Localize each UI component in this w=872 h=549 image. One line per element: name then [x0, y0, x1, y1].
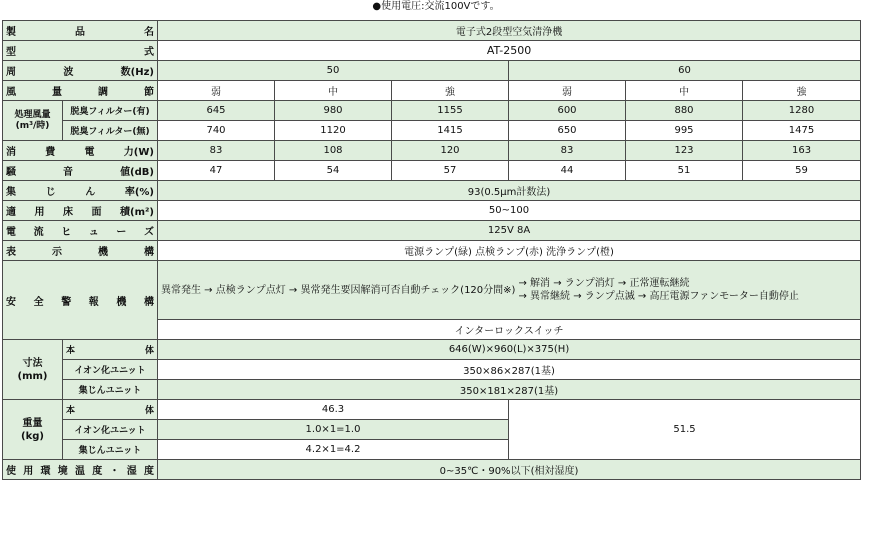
dim-collector-value: 350×181×287(1基) [158, 380, 861, 400]
power-cell: 83 [158, 141, 275, 161]
row-noise [3, 161, 861, 181]
environment-value: 0~35℃・90%以下(相対湿度) [158, 460, 861, 480]
dimensions-label: 寸法 (mm) [3, 340, 63, 400]
weight-label: 重量 (kg) [3, 400, 63, 460]
row-weight-body [3, 400, 861, 420]
airflow-label: 処理風量 (m³/時) [3, 101, 63, 141]
row-safety-flow [3, 261, 861, 320]
safety-branch-continued: → 異常継続 → ランプ点滅 → 高圧電源ファンモーター自動停止 [518, 291, 799, 302]
noise-cell: 47 [158, 161, 275, 181]
row-model [3, 41, 861, 61]
product-name-label: 製 品 名 [3, 21, 158, 41]
power-cell: 120 [392, 141, 509, 161]
row-power [3, 141, 861, 161]
power-label: 消 費 電 力(W) [3, 141, 158, 161]
airflow-cell: 645 [158, 101, 275, 121]
model-label: 型 式 [3, 41, 158, 61]
airflow-cell: 1475 [743, 121, 861, 141]
row-frequency [3, 61, 861, 81]
safety-flow [158, 261, 861, 320]
noise-cell: 54 [275, 161, 392, 181]
row-dim-body [3, 340, 861, 360]
airflow-cell: 1280 [743, 101, 861, 121]
airflow-adjust-cell: 弱 [158, 81, 275, 101]
noise-label: 騒 音 値(dB) [3, 161, 158, 181]
airflow-adjust-cell: 中 [626, 81, 743, 101]
safety-label: 安 全 警 報 機 構 [3, 261, 158, 340]
dust-rate-label: 集 じ ん 率(%) [3, 181, 158, 201]
airflow-sub-without-filter: 脱臭フィルター(無) [63, 121, 158, 141]
airflow-cell: 880 [626, 101, 743, 121]
power-cell: 163 [743, 141, 861, 161]
airflow-cell: 600 [509, 101, 626, 121]
airflow-adjust-cell: 弱 [509, 81, 626, 101]
dim-sub-ion: イオン化ユニット [63, 360, 158, 380]
airflow-adjust-cell: 中 [275, 81, 392, 101]
row-airflow-without-filter [3, 121, 861, 141]
safety-branch-resolved: → 解消 → ランプ消灯 → 正常運転継続 [518, 278, 690, 289]
floor-area-label: 適 用 床 面 積(m²) [3, 201, 158, 221]
weight-sub-ion: イオン化ユニット [63, 420, 158, 440]
voltage-note: ●使用電圧:交流100Vです。 [372, 1, 500, 12]
weight-collector-value: 4.2×1=4.2 [158, 440, 509, 460]
model-value: AT-2500 [158, 41, 861, 61]
interlock-value: インターロックスイッチ [158, 320, 861, 340]
fuse-label: 電 流 ヒ ュ ー ズ [3, 221, 158, 241]
weight-sub-body: 本 体 [63, 400, 158, 420]
row-product-name [3, 21, 861, 41]
row-fuse [3, 221, 861, 241]
airflow-cell: 1415 [392, 121, 509, 141]
dust-rate-value: 93(0.5μm計数法) [158, 181, 861, 201]
safety-flow-branches [518, 277, 798, 303]
product-name-value: 電子式2段型空気清浄機 [158, 21, 861, 41]
weight-body-value: 46.3 [158, 400, 509, 420]
frequency-50: 50 [158, 61, 509, 81]
airflow-adjust-cell: 強 [743, 81, 861, 101]
row-dim-ion [3, 360, 861, 380]
frequency-60: 60 [509, 61, 861, 81]
environment-label: 使 用 環 境 温 度 ・ 湿 度 [3, 460, 158, 480]
spec-table [2, 20, 861, 480]
row-environment [3, 460, 861, 480]
weight-total-value: 51.5 [509, 400, 861, 460]
display-label: 表 示 機 構 [3, 241, 158, 261]
power-cell: 108 [275, 141, 392, 161]
row-dust-rate [3, 181, 861, 201]
power-cell: 83 [509, 141, 626, 161]
noise-cell: 51 [626, 161, 743, 181]
airflow-cell: 980 [275, 101, 392, 121]
frequency-label: 周 波 数(Hz) [3, 61, 158, 81]
weight-sub-collector: 集じんユニット [63, 440, 158, 460]
noise-cell: 57 [392, 161, 509, 181]
airflow-adjust-label: 風 量 調 節 [3, 81, 158, 101]
airflow-adjust-cell: 強 [392, 81, 509, 101]
airflow-cell: 1120 [275, 121, 392, 141]
airflow-cell: 1155 [392, 101, 509, 121]
row-dim-collector [3, 380, 861, 400]
safety-flow-main: 異常発生 → 点検ランプ点灯 → 異常発生要因解消可否自動チェック(120分間※) [161, 284, 516, 296]
row-airflow-adjust [3, 81, 861, 101]
row-airflow-with-filter [3, 101, 861, 121]
dim-sub-body: 本 体 [63, 340, 158, 360]
row-floor-area [3, 201, 861, 221]
dim-sub-collector: 集じんユニット [63, 380, 158, 400]
floor-area-value: 50~100 [158, 201, 861, 221]
power-cell: 123 [626, 141, 743, 161]
weight-ion-value: 1.0×1=1.0 [158, 420, 509, 440]
row-display [3, 241, 861, 261]
airflow-sub-with-filter: 脱臭フィルター(有) [63, 101, 158, 121]
airflow-cell: 740 [158, 121, 275, 141]
fuse-value: 125V 8A [158, 221, 861, 241]
airflow-cell: 650 [509, 121, 626, 141]
noise-cell: 59 [743, 161, 861, 181]
dim-body-value: 646(W)×960(L)×375(H) [158, 340, 861, 360]
display-value: 電源ランプ(緑) 点検ランプ(赤) 洗浄ランプ(橙) [158, 241, 861, 261]
dim-ion-value: 350×86×287(1基) [158, 360, 861, 380]
airflow-cell: 995 [626, 121, 743, 141]
noise-cell: 44 [509, 161, 626, 181]
